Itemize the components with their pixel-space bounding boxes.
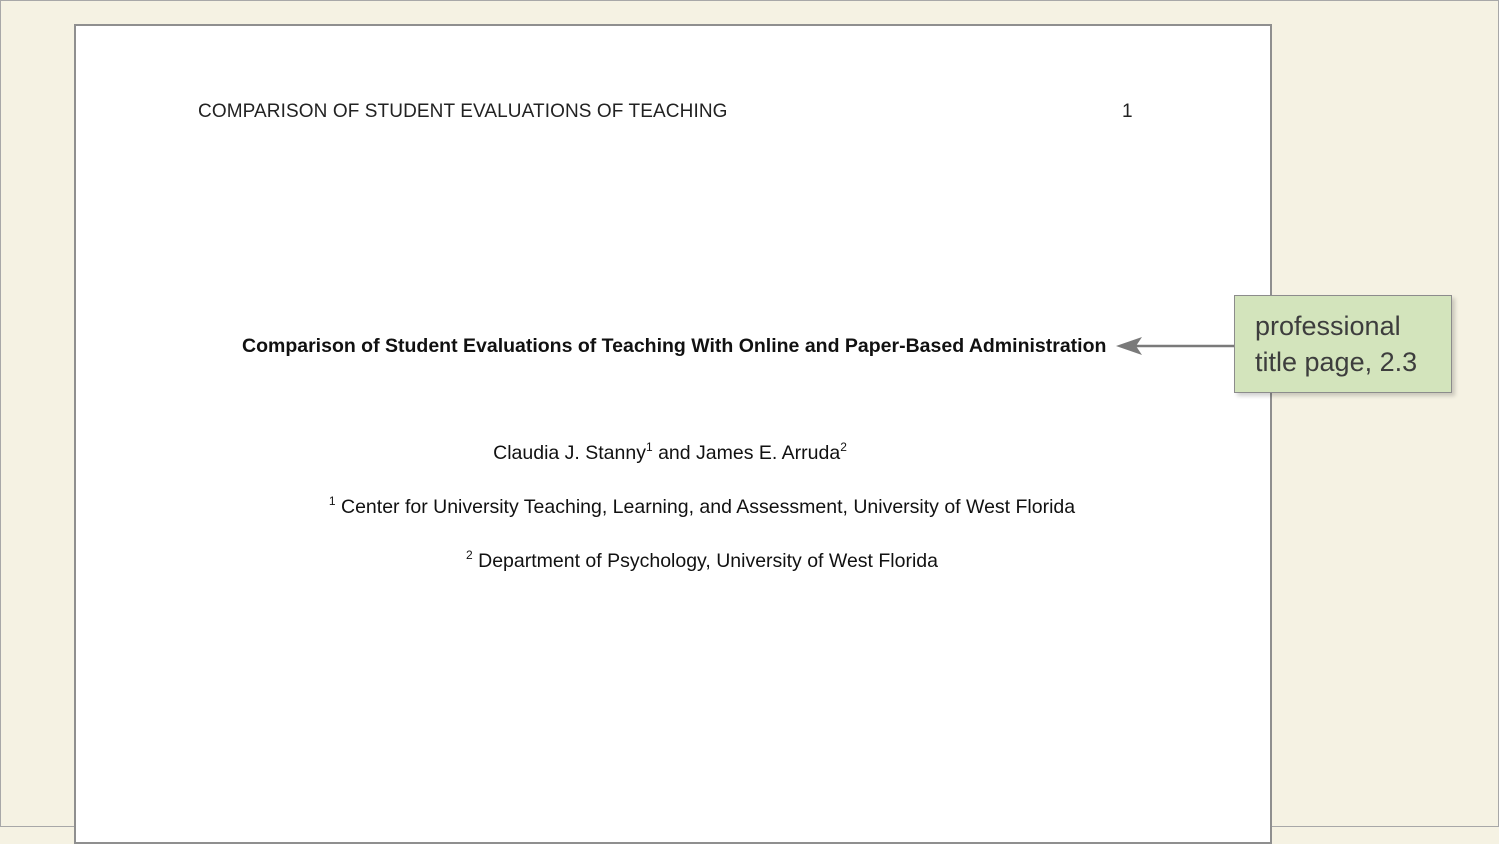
author-name-2: James E. Arruda [696, 442, 841, 464]
author-1-affiliation-marker: 1 [645, 440, 653, 454]
author-2-affiliation-marker: 2 [840, 440, 847, 454]
affiliation-1-marker: 1 [328, 494, 336, 508]
page-number: 1 [1122, 101, 1133, 122]
author-name-1: Claudia J. Stanny [493, 442, 646, 464]
callout-line-1: professional [1255, 311, 1401, 341]
author-line [0, 442, 1340, 465]
running-head: COMPARISON OF STUDENT EVALUATIONS OF TEACHING [198, 101, 728, 122]
arrow-left-icon [1114, 334, 1236, 358]
paper-title: Comparison of Student Evaluations of Teaching With Online and Paper-Based Administration [242, 335, 1107, 357]
author-conjunction: and [652, 442, 697, 464]
affiliation-2-text: Department of Psychology, University of West Florida [478, 550, 938, 572]
affiliation-2 [0, 550, 1404, 573]
affiliation-1 [0, 496, 1404, 519]
document-page [74, 24, 1272, 844]
affiliation-2-marker: 2 [466, 548, 473, 562]
callout-line-2: title page, 2.3 [1255, 347, 1418, 377]
annotation-callout [1234, 295, 1452, 393]
affiliation-1-text: Center for University Teaching, Learning, and Assessment, University of West Florida [341, 496, 1076, 518]
